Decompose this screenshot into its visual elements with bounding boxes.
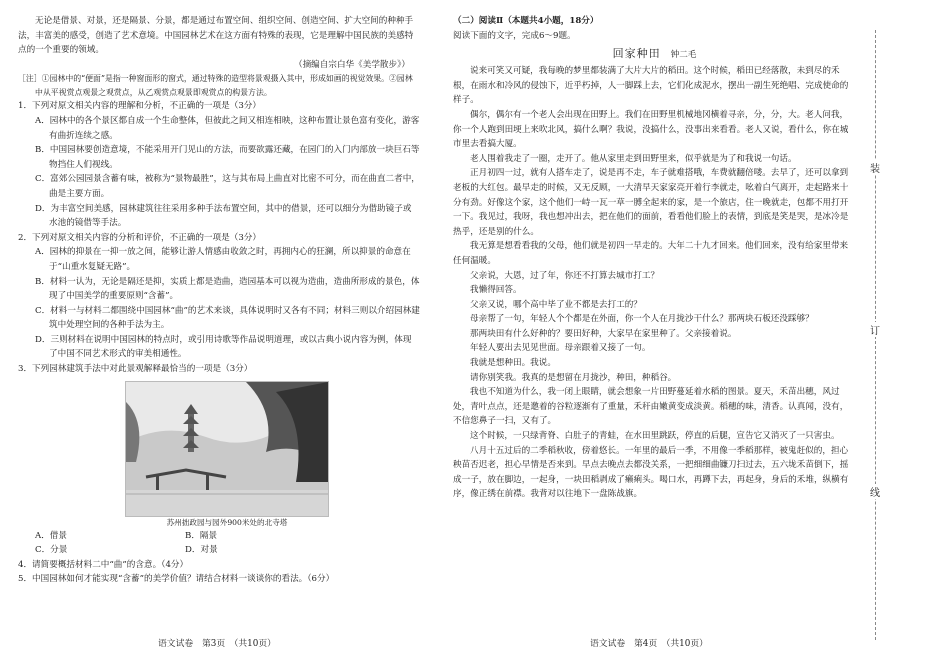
paragraph-8: 父亲又说，哪个高中毕了业不都是去打工的？ [470, 299, 642, 310]
garden-photo [125, 381, 329, 517]
paragraph-9: 母亲帮了一句，年轻人个个都是在外面，你一个人在月拢沙干什么？那两块石板还没踩够？ [470, 314, 814, 325]
article-author: 钟二毛 [670, 50, 697, 61]
reading-instruction: 阅读下面的文字，完成6～9题。 [453, 30, 576, 41]
q3-choices [18, 529, 420, 558]
paragraph-5: 我无算是想看看我的父母，他们就是初四一早走的。大年二十九才回来。他们回来，没有给家里带来任何温暖。 [453, 241, 849, 266]
q3-choice-c: C．分景 [35, 545, 68, 556]
paragraph-12: 我就是想种田。我说。 [470, 358, 556, 369]
paragraph-14: 我也不知道为什么，我一闭上眼睛，就会想象一片田野蔓延着水稻的图景。夏天，禾苗出穗，风过处，青叶点点，还是邀着的谷粒逐渐有了重量，禾秆由嫩黄变成淡黄。稻穗的味，清香。认真闻，没有，不信您鼻子一扫，又有了。 [453, 387, 849, 427]
paragraph-3: 老人围着我走了一圈，走开了。他从家里走到田野里来，似乎就是为了和我说一句话。 [470, 153, 797, 164]
q2-option-b: B．材料一认为，无论是隔还是抑，实质上都是造曲，造园基本可以视为造曲，造曲所形成的景色，体现了中国美学的重要原则“含蓄”。 [35, 276, 420, 302]
question-5: 5．中国园林如何才能实现“含蓄”的美学价值？请结合材料一谈谈你的看法。（6分） [18, 574, 335, 585]
paragraph-13: 请你别笑我。我真的是想留在月拢沙，种田，种稻谷。 [470, 372, 677, 383]
right-page [453, 0, 856, 502]
intro-paragraph: 无论是借景、对景，还是隔景、分景，都是通过布置空间、组织空间、创造空间、扩大空间的种种手法，丰富美的感受，创造了艺术意境。中国园林艺术在这方面有特殊的表现，它是理解中国民族的美感特点的一个重要的领域。 [18, 16, 414, 56]
q2-option-c: C．材料一与材料二都围绕中国园林“曲”的艺术来谈，具体说明时又各有不同；材料三则以介绍园林建筑中处理空间的各种手法为主。 [35, 305, 420, 331]
binding-mark-1: 装 [866, 160, 884, 175]
paragraph-2: 偶尔，偶尔有一个老人会出现在田野上。我们在田野里机械地冈横着寻亲，分，分，大。老人问我，你一个人跑到田埂上来吹北风，搞什么啊？我说，没搞什么，没事出来看看。老人又说，看什么，你在城市里去看搞大厦。 [453, 109, 849, 150]
paragraph-10: 那两块田有什么好种的？要田好种，大家早在家里种了。父亲接着说。 [470, 328, 737, 339]
q3-choice-b: B．隔景 [185, 530, 218, 541]
right-footer: 语文试卷 第4页 （共10页） [590, 639, 708, 649]
section-heading: （二）阅读Ⅱ（本题共4小题，18分） [453, 16, 599, 26]
q2-option-a: A．园林的抑景在一抑一放之间，能够让游人情感由收敛之时，再拥内心的狂澜，所以抑景的命意在于“山重水复疑无路”。 [35, 247, 411, 272]
paragraph-4: 正月初四一过，就有人搭车走了，说是再不走，车子就难搭哦，车费就翻倍喽。去早了，还可以拿到老板的大红包。最早走的时候，又无反顾，一大清早天家家亮开着行李就走，吆着白气离开，走起路来十分有劲。好像这个家，这个他们一峙一瓦一草一膊全起来的家，是一个旅店，住一晚就走，包都不用打开一下。我见过，我呀，我也想冲出去，把在他们的面前，看看他们脸上的表情，到底是笑是哭，是冰冷是热乎，还是别的什么。 [453, 168, 849, 237]
left-page [18, 0, 420, 587]
paragraph-16: 八月十五过后的二季稻秋收，傍着悠长。一年里的最后一季，不用像一季稻那样，被鬼赶似的，担心秧苗否迟老，担心早情是否来到。早点去晚点去都没关系，一把细细曲镰刀扫过去，五六垅禾苗倒下，摇成一子，放在脚边，一起身，一块田稻剥成了癞痢头。喝口水，再蹲下去，再起身，身后的禾堆，纵横有序，像正绣在前襟。我背对以往地下一盘陈战旗。 [453, 445, 849, 500]
footnote: ［注］①园林中的“便面”是指一种窗面形的窗式，通过特殊的造型将景观摄入其中，形成如画的视觉效果。②园林中从平视赏点观景之观赏点，从乙观赏点观景即观赏点的构景方法。 [18, 74, 413, 97]
binding-mark-2: 订 [866, 322, 884, 337]
binding-mark-3: 线 [866, 484, 884, 499]
paragraph-11: 年轻人要出去见见世面。母亲跟着又接了一句。 [470, 343, 651, 354]
q1-option-c: C．富郊公园园景含蓄有味，被称为“景物最胜”，这与其布局上曲直对比密不可分，而在曲直二者中，曲是主要方面。 [35, 174, 420, 199]
q1-option-a: A．园林中的各个景区都自成一个生命整体，但彼此之间又相连相映，这种布置让景色富有变化，游客有曲折连续之感。 [35, 115, 420, 141]
paragraph-7: 我懒得回答。 [470, 285, 522, 296]
q2-option-d: D．三则材料在说明中国园林的特点时，或引用诗歌等作品说明道理，或以古典小说内容为例，体现了中国不同艺术形式的审美相通性。 [35, 334, 412, 360]
q1-option-d: D．为丰富空间美感，园林建筑往往采用多种手法布置空间，其中的借景，还可以细分为借助镜子或水池的镜借等手法。 [35, 203, 412, 229]
figure-caption: 苏州拙政园与园外900米处的北寺塔 [166, 517, 288, 527]
paragraph-6: 父亲说，大恩，过了年，你还不打算去城市打工？ [470, 270, 660, 281]
q3-choice-d: D．对景 [185, 545, 218, 556]
question-3-stem: 3．下列园林建筑手法中对此景观解释最恰当的一项是（3分） [18, 364, 253, 375]
article-title: 回家种田 [612, 47, 661, 61]
paragraph-1: 说来可笑又可疑，我每晚的梦里都装满了大片大片的稻田。这个时候，稻田已经落散，未到尽的禾根，在雨水和冷风的侵蚀下，近乎朽掉，人一脚踩上去，它们化成泥水，摆出一副生死绝唱、完成使命的样子。 [453, 66, 849, 106]
q3-choice-a: A．借景 [35, 530, 67, 541]
article-heading [453, 43, 856, 64]
garden-illustration [126, 382, 328, 516]
question-1-stem: 1．下列对原文相关内容的理解和分析，不正确的一项是（3分） [18, 101, 261, 112]
paragraph-15: 这个时候，一只绿背脊、白肚子的青蛙，在水田里跳跃，停直的后腿，宣告它又消灭了一只害虫。 [470, 431, 840, 442]
left-footer: 语文试卷 第3页 （共10页） [158, 639, 276, 649]
source-citation: （摘编自宗白华《美学散步》） [293, 59, 410, 70]
question-4: 4．请简要概括材料二中“曲”的含意。（4分） [18, 559, 189, 570]
q1-option-b: B．中国园林要创造意境，不能采用开门见山的方法，而要欲露还藏，在园门的入门内部放一块巨石等物挡住人们视线。 [35, 145, 420, 170]
question-2-stem: 2．下列对原文相关内容的分析和评价，不正确的一项是（3分） [18, 232, 261, 243]
